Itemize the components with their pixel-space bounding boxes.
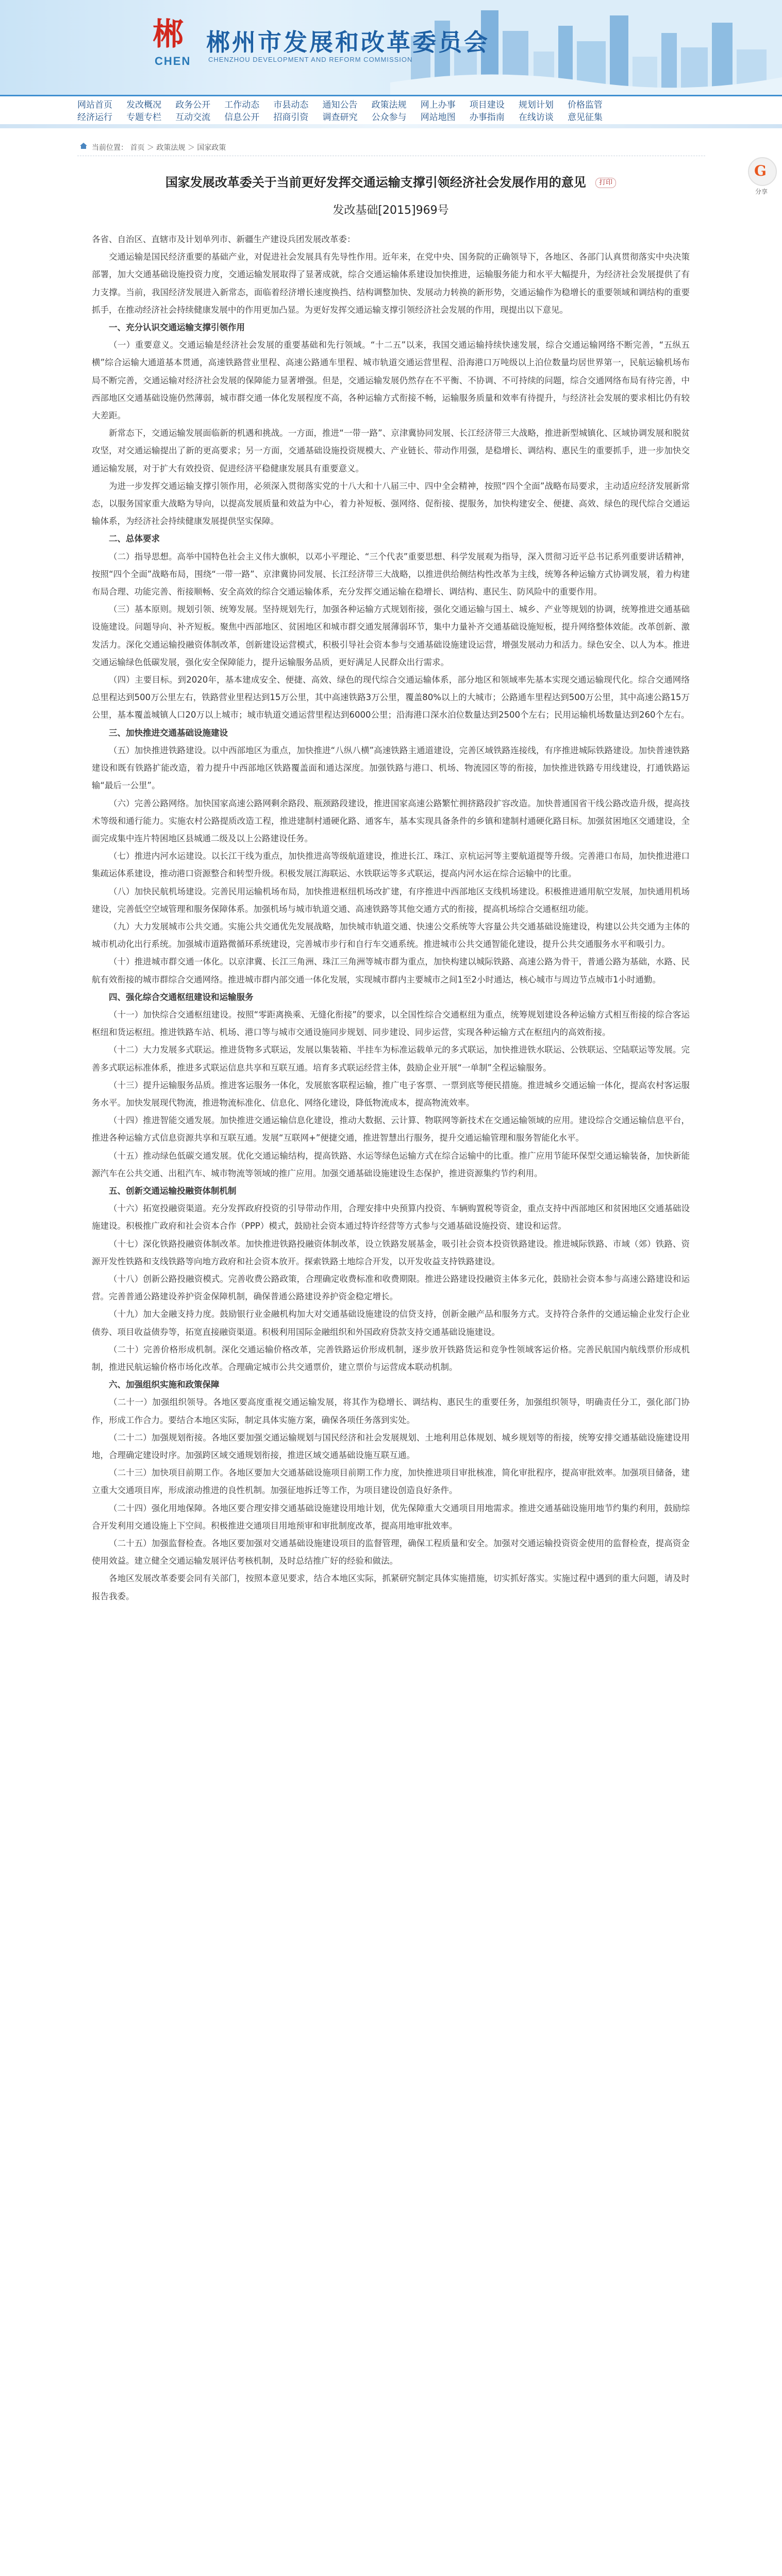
body-paragraph: （十三）提升运输服务品质。推进客运服务一体化，发展旅客联程运输，推广电子客票、一票到底等便民措施。推进城乡交通运输一体化，提高农村客运服务水平。加快发展现代物流，推进物流标准化、信息化、网络化建设，降低物流成本，提高物流效率。	[92, 1080, 690, 1108]
breadcrumb	[77, 138, 705, 156]
logo-text: CHEN	[155, 55, 191, 67]
nav-item-participation[interactable]: 公众参与	[371, 112, 407, 123]
nav-item-policy[interactable]: 政策法规	[371, 100, 407, 110]
body-paragraph: （十二）大力发展多式联运。推进货物多式联运，发展以集装箱、半挂车为标准运载单元的多式联运，加快推进铁水联运、公铁联运、空陆联运等发展。完善多式联运标准体系，推进多式联运信息共享和互联互通。培育多式联运经营主体，鼓励企业开展“一单制”全程运输服务。	[92, 1045, 690, 1073]
nav-item-sitemap[interactable]: 网站地图	[420, 112, 456, 123]
section-heading: 一、充分认识交通运输支撑引领作用	[109, 323, 245, 333]
section-heading: 六、加强组织实施和政策保障	[109, 1380, 220, 1390]
body-paragraph: （二十四）强化用地保障。各地区要合理安排交通基础设施建设用地计划，优先保障重大交通项目用地需求。推进交通基础设施用地节约集约利用，鼓励综合开发利用交通设施上下空间。积极推进交通项目用地预审和审批制度改革，提高用地审批效率。	[92, 1503, 690, 1531]
nav-item-planning[interactable]: 规划计划	[518, 100, 554, 110]
section-heading: 三、加快推进交通基础设施建设	[109, 727, 228, 738]
nav-item-feedback[interactable]: 意见征集	[567, 112, 603, 123]
site-logo[interactable]	[149, 18, 196, 73]
body-paragraph: （二十五）加强监督检查。各地区要加强对交通基础设施建设项目的监督管理，确保工程质量和安全。加强对交通运输投资资金使用的监督检查，提高资金使用效益。建立健全交通运输发展评估考核机制，及时总结推广好的经验和做法。	[92, 1538, 690, 1566]
nav-item-work-news[interactable]: 工作动态	[224, 100, 260, 110]
main-nav	[0, 95, 782, 126]
body-paragraph: 新常态下，交通运输发展面临新的机遇和挑战。一方面，推进“一带一路”、京津冀协同发展、长江经济带三大战略，推进新型城镇化、区域协调发展和脱贫攻坚，对交通运输提出了新的更高要求；另一方面，交通基础设施投资规模大、产业链长、带动作用强，是稳增长、调结构、惠民生的重要抓手，进一步加快交通运输发展，对于扩大有效投资、促进经济平稳健康发展具有重要意义。	[92, 428, 690, 473]
body-paragraph: 为进一步发挥交通运输支撑引领作用，必须深入贯彻落实党的十八大和十八届三中、四中全会精神，按照“四个全面”战略布局要求，主动适应经济发展新常态，以服务国家重大战略为导向，以提高发展质量和效益为中心，着力补短板、强网络、促衔接、提服务，加快构建安全、便捷、高效、绿色的现代综合交通运输体系，为经济社会持续健康发展提供坚实保障。	[92, 481, 690, 527]
body-paragraph: （十八）创新公路投融资模式。完善收费公路政策，合理确定收费标准和收费期限。推进公路建设投融资主体多元化，鼓励社会资本参与高速公路建设和运营。完善普通公路建设养护资金保障机制，确保普通公路建设养护资金稳定增长。	[92, 1274, 690, 1302]
body-paragraph: （二）指导思想。高举中国特色社会主义伟大旗帜，以邓小平理论、“三个代表”重要思想、科学发展观为指导，深入贯彻习近平总书记系列重要讲话精神，按照“四个全面”战略布局，围绕“一带一路”、京津冀协同发展、长江经济带三大战略，以推进供给侧结构性改革为主线，统筹各种运输方式协调发展，着力构建布局合理、功能完善、衔接顺畅、安全高效的综合交通运输体系，充分发挥交通运输在稳增长、调结构、惠民生、防风险中的重要作用。	[92, 551, 690, 597]
share-icon	[748, 157, 777, 186]
breadcrumb-policy[interactable]: 政策法规	[156, 144, 186, 152]
nav-item-investment[interactable]: 招商引资	[273, 112, 309, 123]
body-paragraph: （八）加快民航机场建设。完善民用运输机场布局，加快推进枢纽机场改扩建，有序推进中西部地区支线机场建设。积极推进通用航空发展，加快通用机场建设，完善低空空域管理和服务保障体系。加强机场与城市轨道交通、高速铁路等其他交通方式的衔接，提高机场综合交通枢纽功能。	[92, 886, 690, 914]
breadcrumb-sep: ＞	[187, 144, 195, 152]
body-paragraph: （十四）推进智能交通发展。加快推进交通运输信息化建设，推动大数据、云计算、物联网等新技术在交通运输领域的应用。建设综合交通运输信息平台，推进各种运输方式信息资源共享和互联互通。发展“互联网+”便捷交通，推进智慧出行服务，提升交通运输管理和服务智能化水平。	[92, 1115, 690, 1143]
body-paragraph: （七）推进内河水运建设。以长江干线为重点，加快推进高等级航道建设，推进长江、珠江、京杭运河等主要航道提等升级。完善港口布局，加快推进港口集疏运体系建设，推动港口资源整合和转型升级。积极发展江海联运、水铁联运等多式联运，提高内河水运在综合运输中的比重。	[92, 851, 690, 879]
article-body	[92, 231, 690, 1605]
body-paragraph: （一）重要意义。交通运输是经济社会发展的重要基础和先行领域。“十二五”以来，我国交通运输持续快速发展，综合交通运输网络不断完善，“五纵五横”综合运输大通道基本贯通，高速铁路营业里程、高速公路通车里程、城市轨道交通运营里程、沿海港口万吨级以上泊位数量均居世界第一，民航运输机场布局不断完善，交通运输对经济社会发展的保障能力显著增强。但是，交通运输发展仍然存在不平衡、不协调、不可持续的问题，综合交通网络布局有待完善，中西部地区交通基础设施仍然薄弱，城市群交通一体化发展程度不高，各种运输方式衔接不畅，运输服务质量和效率有待提升，与经济社会发展的要求相比仍有较大差距。	[92, 340, 690, 421]
breadcrumb-sep: ＞	[146, 144, 154, 152]
breadcrumb-trail	[92, 142, 226, 152]
nav-item-online-service[interactable]: 网上办事	[420, 100, 456, 110]
nav-item-county-news[interactable]: 市县动态	[273, 100, 309, 110]
nav-item-info-disclosure[interactable]: 信息公开	[224, 112, 260, 123]
breadcrumb-prefix: 当前位置：	[92, 144, 128, 152]
body-paragraph: （六）完善公路网络。加快国家高速公路网剩余路段、瓶颈路段建设，推进国家高速公路繁忙拥挤路段扩容改造。加快普通国省干线公路改造升级，提高技术等级和通行能力。实施农村公路提质改造工程，推进建制村通硬化路、通客车，基本实现具备条件的乡镇和建制村通硬化路目标。加强贫困地区交通建设，全面完成集中连片特困地区县城通二级及以上公路建设任务。	[92, 798, 690, 843]
site-subtitle: CHENZHOU DEVELOPMENT AND REFORM COMMISSION	[208, 56, 413, 63]
body-paragraph: （三）基本原则。规划引领、统筹发展。坚持规划先行，加强各种运输方式规划衔接，强化交通运输与国土、城乡、产业等规划的协调，统筹推进交通基础设施建设。问题导向、补齐短板。聚焦中西部地区、贫困地区和城市群交通发展薄弱环节，集中力量补齐交通基础设施短板，提升网络整体效能。改革创新、激发活力。深化交通运输投融资体制改革，创新建设运营模式，积极引导社会资本参与交通基础设施建设运营，增强发展动力和活力。绿色安全、以人为本。推进交通运输绿色低碳发展，强化安全保障能力，提升运输服务品质，更好满足人民群众出行需求。	[92, 604, 690, 667]
body-paragraph: （二十三）加快项目前期工作。各地区要加大交通基础设施项目前期工作力度，加快推进项目审批核准，简化审批程序，提高审批效率。加强项目储备，建立重大交通项目库，形成滚动推进的良性机制。加强征地拆迁等工作，为项目建设创造良好条件。	[92, 1468, 690, 1496]
body-paragraph: （十九）加大金融支持力度。鼓励银行业金融机构加大对交通基础设施建设的信贷支持，创新金融产品和服务方式。支持符合条件的交通运输企业发行企业债券、项目收益债券等，拓宽直接融资渠道。积极利用国际金融组织和外国政府贷款支持交通基础设施建设。	[92, 1309, 690, 1337]
nav-item-interaction[interactable]: 互动交流	[175, 112, 211, 123]
share-label: 分享	[755, 188, 768, 195]
body-paragraph: （五）加快推进铁路建设。以中西部地区为重点，加快推进“八纵八横”高速铁路主通道建设，完善区域铁路连接线，有序推进城际铁路建设。加快普速铁路建设和既有铁路扩能改造，着力提升中西部地区铁路覆盖面和通达深度。加强铁路与港口、机场、物流园区等的衔接，加快推进铁路专用线建设，打通铁路运输“最后一公里”。	[92, 745, 690, 791]
nav-item-home[interactable]: 网站首页	[77, 100, 112, 110]
breadcrumb-national-policy[interactable]: 国家政策	[197, 144, 226, 152]
body-paragraph: （二十二）加强规划衔接。各地区要加强交通运输规划与国民经济和社会发展规划、土地利用总体规划、城乡规划等的衔接，统筹安排交通基础设施建设用地，合理确定建设时序。加强跨区域交通规划衔接，推进区域交通基础设施互联互通。	[92, 1432, 690, 1461]
body-paragraph: （十六）拓宽投融资渠道。充分发挥政府投资的引导带动作用，合理安排中央预算内投资、车辆购置税等资金，重点支持中西部地区和贫困地区交通基础设施建设。积极推广政府和社会资本合作（PPP）模式，鼓励社会资本通过特许经营等方式参与交通基础设施投资、建设和运营。	[92, 1204, 690, 1231]
nav-item-projects[interactable]: 项目建设	[469, 100, 505, 110]
share-widget[interactable]	[745, 157, 778, 207]
site-title: 郴州市发展和改革委员会	[206, 28, 490, 56]
home-icon	[79, 142, 88, 149]
body-paragraph: （十七）深化铁路投融资体制改革。加快推进铁路投融资体制改革，设立铁路发展基金，吸引社会资本投资铁路建设。推进城际铁路、市域（郊）铁路、资源开发性铁路和支线铁路等向地方政府和社会资本放开。探索铁路土地综合开发，以开发收益支持铁路建设。	[92, 1239, 690, 1266]
section-heading: 二、总体要求	[109, 534, 160, 544]
breadcrumb-home[interactable]: 首页	[130, 144, 145, 152]
nav-item-gov-affairs[interactable]: 政务公开	[175, 100, 211, 110]
article-title	[92, 173, 690, 192]
nav-item-interview[interactable]: 在线访谈	[518, 112, 554, 123]
section-heading: 四、强化综合交通枢纽建设和运输服务	[109, 992, 254, 1002]
article-title-text: 国家发展改革委关于当前更好发挥交通运输支撑引领经济社会发展作用的意见	[165, 175, 586, 190]
body-paragraph: 交通运输是国民经济重要的基础产业，对促进社会发展具有先导性作用。近年来，在党中央、国务院的正确领导下，各地区、各部门认真贯彻落实中央决策部署，加大交通基础设施投资力度，交通运输发展取得了显著成就，综合交通运输体系建设加快推进，运输服务能力和水平大幅提升，为经济社会发展提供了有力支撑。当前，我国经济发展进入新常态，面临着经济增长速度换挡、结构调整加快、发展动力转换的新形势，交通运输作为稳增长的重要领域和调结构的重要抓手，在推动经济社会持续健康发展中的作用更加凸显。为更好发挥交通运输支撑引领经济社会发展的作用，现提出以下意见。	[92, 252, 690, 315]
body-paragraph: （十）推进城市群交通一体化。以京津冀、长江三角洲、珠江三角洲等城市群为重点，加快构建以城际铁路、高速公路为骨干，普通公路为基础，水路、民航有效衔接的城市群综合交通网络。推进城市群内部交通一体化发展，实现城市群内主要城市之间1至2小时通达，核心城市与周边节点城市1小时通勤。	[92, 957, 690, 985]
nav-row-1	[77, 99, 706, 111]
nav-row-2	[77, 112, 706, 123]
nav-item-research[interactable]: 调查研究	[322, 112, 358, 123]
document-number: 发改基础[2015]969号	[332, 204, 449, 217]
nav-item-notices[interactable]: 通知公告	[322, 100, 358, 110]
nav-item-overview[interactable]: 发改概况	[126, 100, 162, 110]
article	[92, 173, 690, 1605]
body-paragraph: （九）大力发展城市公共交通。实施公共交通优先发展战略，加快城市轨道交通、快速公交系统等大容量公共交通基础设施建设，构建以公共交通为主体的城市机动化出行系统。加强城市道路微循环系统建设，完善城市步行和自行车交通系统。推进城市公共交通智能化建设，提升公共交通服务水平和吸引力。	[92, 921, 690, 950]
body-paragraph: （二十一）加强组织领导。各地区要高度重视交通运输发展，将其作为稳增长、调结构、惠民生的重要任务，加强组织领导，明确责任分工，强化部门协作，形成工作合力。要结合本地区实际，制定具体实施方案，确保各项任务落到实处。	[92, 1397, 690, 1425]
nav-item-price[interactable]: 价格监管	[567, 100, 603, 110]
logo-glyph: 郴	[153, 16, 180, 53]
body-paragraph: （十一）加快综合交通枢纽建设。按照“零距离换乘、无缝化衔接”的要求，以全国性综合交通枢纽为重点，统筹规划建设各种运输方式相互衔接的综合客运枢纽和货运枢纽。推进铁路车站、机场、港口等与城市交通设施同步规划、同步建设、同步运营，实现各种运输方式在枢纽内的高效衔接。	[92, 1009, 690, 1038]
share-mark: G	[754, 162, 767, 179]
site-banner	[0, 0, 782, 95]
nav-item-guide[interactable]: 办事指南	[469, 112, 505, 123]
body-paragraph: 各地区发展改革委要会同有关部门，按照本意见要求，结合本地区实际，抓紧研究制定具体实施措施，切实抓好落实。实施过程中遇到的重大问题，请及时报告我委。	[92, 1573, 690, 1601]
body-paragraph: （四）主要目标。到2020年，基本建成安全、便捷、高效、绿色的现代综合交通运输体系，部分地区和领域率先基本实现交通运输现代化。综合交通网络总里程达到500万公里左右，铁路营业里程达到15万公里，其中高速铁路3万公里，覆盖80%以上的大城市；公路通车里程达到500万公里，其中高速公路15万公里，基本覆盖城镇人口20万以上城市；城市轨道交通运营里程达到6000公里；沿海港口深水泊位数量达到2500个左右；民用运输机场数量达到260个左右。	[92, 675, 690, 720]
print-badge[interactable]: 打印	[595, 178, 616, 188]
section-heading: 五、创新交通运输投融资体制机制	[109, 1185, 237, 1196]
nav-item-economy[interactable]: 经济运行	[77, 112, 112, 123]
body-paragraph: 各省、自治区、直辖市及计划单列市、新疆生产建设兵团发展改革委：	[92, 234, 356, 244]
nav-item-topics[interactable]: 专题专栏	[126, 112, 162, 123]
body-paragraph: （二十）完善价格形成机制。深化交通运输价格改革，完善铁路运价形成机制，逐步放开铁路货运和竞争性领域客运价格。完善民航国内航线票价形成机制，推进民航运输价格市场化改革。合理确定城市公共交通票价，建立票价与运营成本联动机制。	[92, 1344, 690, 1372]
body-paragraph: （十五）推动绿色低碳交通发展。优化交通运输结构，提高铁路、水运等绿色运输方式在综合运输中的比重。推广应用节能环保型交通运输装备，加快新能源汽车在公共交通、出租汽车、城市物流等领域的推广应用。加强交通基础设施建设生态保护，推进资源集约节约利用。	[92, 1150, 690, 1178]
nav-accent-strip	[0, 124, 782, 128]
